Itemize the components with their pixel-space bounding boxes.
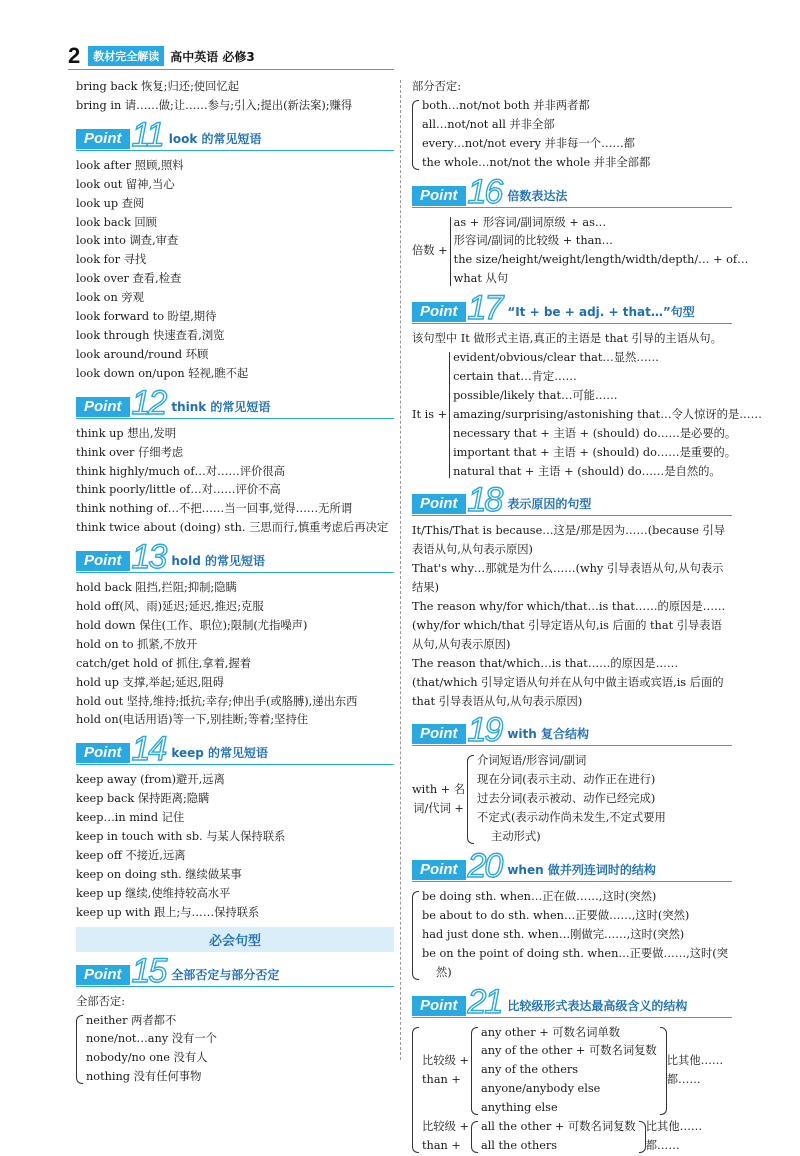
point-number: 19: [467, 711, 502, 750]
point-number: 14: [131, 730, 166, 769]
list-item: both…not/not both 并非两者都: [422, 98, 590, 112]
list-item: any of the other + 可数名词复数: [480, 1044, 657, 1058]
point-title: when 做并列连词时的结构: [507, 863, 656, 877]
brace-label: [422, 1024, 471, 1119]
list-item: be on the point of doing sth. when…正要做……,这时(突: [422, 946, 729, 960]
list-item: none/not…any 没有一个: [86, 1032, 217, 1046]
brace-label: [422, 1118, 471, 1156]
outer-brace-group: [412, 1024, 732, 1156]
point-badge: Point: [412, 494, 466, 514]
list-item: think nothing of…不把……当一回事,觉得……无所谓: [76, 502, 353, 516]
list-item: hold out 坚持,维持;抵抗;幸存;伸出手(或胳膊),递出东西: [76, 694, 358, 708]
paragraph: That's why…那就是为什么……(why 引导表语从句,从句表示结果): [412, 562, 724, 595]
paragraph: The reason why/for which/that…is that……的原因是……(why/for which/that 引导定语从句,is 后面的 that 引导表语从句,从句表示原因): [412, 600, 726, 651]
left-brace: [412, 891, 419, 980]
text-line: bring back 恢复;归还;使回忆起: [76, 80, 240, 93]
list-item: look over 查看,检查: [76, 272, 182, 286]
point-number: 15: [131, 951, 166, 990]
list-item: hold down 保住(工作、职位);限制(尤指噪声): [76, 618, 308, 632]
list-item: as + 形容词/副词原级 + as…: [453, 215, 607, 229]
point-badge: Point: [76, 397, 130, 417]
point-number: 17: [467, 289, 502, 328]
list-item: think twice about (doing) sth. 三思而行,慎重考虑后再决定: [76, 521, 389, 535]
list-item: all the other + 可数名词复数: [480, 1120, 636, 1134]
left-brace: [412, 100, 419, 170]
point-12-list: [76, 425, 394, 538]
list-item: anything else: [480, 1101, 558, 1115]
list-item: 主动形式): [491, 830, 541, 844]
page-number: 2: [68, 43, 81, 68]
left-brace: [471, 1121, 478, 1153]
point-title: 比较级形式表达最高级含义的结构: [507, 998, 688, 1013]
list-item: keep back 保持距离;隐瞒: [76, 792, 210, 806]
point-title: 表示原因的句型: [507, 497, 592, 512]
list-item: keep on doing sth. 继续做某事: [76, 867, 242, 881]
point-18-paragraphs: [412, 522, 732, 711]
point-number: 12: [131, 383, 166, 422]
list-item: the whole…not/not the whole 并非全部都: [422, 155, 651, 169]
prefix-line: with + 名: [412, 782, 466, 796]
list-item: look around/round 环顾: [76, 347, 209, 361]
suffix-line: 比其他……: [666, 1053, 724, 1067]
brace-suffix: [646, 1118, 705, 1156]
left-brace: [471, 1027, 478, 1116]
list-item: 形容词/副词的比较级 + than…: [453, 234, 613, 248]
list-item: look out 留神,当心: [76, 177, 175, 191]
point-14-heading: [76, 730, 394, 769]
prefix-line: than +: [422, 1138, 461, 1152]
list-item: possible/likely that…可能……: [453, 388, 618, 402]
list-item: keep up with 跟上;与……保持联系: [76, 905, 260, 919]
list-item: certain that…肯定……: [453, 369, 577, 383]
left-brace: [450, 217, 451, 287]
list-item: any other + 可数名词单数: [480, 1025, 621, 1039]
point-number: 11: [131, 115, 163, 154]
point-badge: Point: [76, 965, 130, 985]
list-item: look back 回顾: [76, 215, 157, 229]
list-item: keep off 不接近,远离: [76, 849, 186, 862]
brace-items: [422, 1024, 725, 1156]
list-item: keep…in mind 记住: [76, 811, 185, 825]
list-item: necessary that + 主语 + (should) do……是必要的。: [453, 426, 737, 440]
point-21-heading: [412, 982, 732, 1021]
paragraph: The reason that/which…is that……的原因是……(that/which 引导定语从句并在从句中做主语或宾语,is 后面的 that 引导表语从句,从句表示原因): [412, 656, 724, 708]
brace-group: [76, 1012, 394, 1088]
brace-group: [412, 752, 732, 847]
list-item: be doing sth. when…正在做……,这时(突然): [422, 890, 657, 903]
point-number: 13: [131, 538, 166, 577]
brace-items: [453, 349, 762, 481]
brace-group: [422, 1024, 725, 1119]
point-title: look 的常见短语: [168, 131, 262, 146]
list-item: think highly/much of…对……评价很高: [76, 464, 285, 478]
list-item: 不定式(表示动作尚未发生,不定式要用: [477, 811, 666, 825]
list-item: had just done sth. when…刚做完……,这时(突然): [422, 927, 685, 941]
point-title: “It + be + adj. + that…”句型: [507, 305, 695, 320]
header-rule: [68, 69, 394, 70]
list-item: keep in touch with sb. 与某人保持联系: [76, 830, 286, 844]
section-heading: 必会句型: [76, 927, 394, 952]
point-13-heading: [76, 538, 394, 577]
left-brace: [412, 1027, 419, 1153]
point-badge: Point: [76, 129, 130, 149]
point-18-heading: [412, 481, 732, 520]
paragraph: It/This/That is because…这是/那是因为……(because 引导表语从句,从句表示原因): [412, 524, 726, 557]
point-badge: Point: [412, 860, 466, 880]
list-item: be about to do sth. when…正要做……,这时(突然): [422, 908, 690, 922]
list-item: look after 照顾,照料: [76, 158, 184, 172]
page-header: [68, 44, 255, 68]
point-badge: Point: [412, 996, 466, 1016]
list-item: hold on to 抓紧,不放开: [76, 637, 198, 651]
brace-group: [412, 214, 749, 290]
list-item: look forward to 盼望,期待: [76, 310, 217, 324]
subheading: 部分否定:: [412, 80, 461, 93]
list-item: look up 查阅: [76, 196, 145, 210]
brace-group: [412, 888, 732, 983]
brace-items: [422, 888, 728, 983]
point-badge: Point: [76, 551, 130, 571]
point-title: 全部否定与部分否定: [171, 967, 280, 982]
point-12-heading: [76, 383, 394, 422]
point-number: 20: [467, 847, 502, 885]
point-badge: Point: [412, 302, 466, 322]
list-item: any of the others: [480, 1063, 579, 1077]
list-item: catch/get hold of 抓住,拿着,握着: [76, 656, 252, 670]
list-item: hold off(风、雨)延迟;延迟,推迟;克服: [76, 600, 264, 614]
point-14-list: [76, 771, 394, 922]
brace-group: [412, 97, 732, 173]
left-brace: [449, 352, 450, 478]
list-item: hold back 阻挡,拦阻;抑制;隐瞒: [76, 581, 237, 595]
list-item: look on 旁观: [76, 291, 144, 305]
list-item: keep away (from)避开,远离: [76, 773, 225, 787]
brace-group: [422, 1118, 725, 1156]
list-item: all…not/not all 并非全部: [422, 117, 555, 131]
prefix-line: than +: [422, 1072, 461, 1086]
point-title: with 复合结构: [507, 727, 589, 742]
brace-group: [412, 349, 762, 481]
list-item: neither 两者都不: [86, 1013, 177, 1027]
list-item: hold up 支撑,举起;延迟,阻碍: [76, 675, 224, 689]
point-title: think 的常见短语: [171, 399, 271, 414]
list-item: natural that + 主语 + (should) do……是自然的。: [453, 464, 721, 478]
point-11-heading: [76, 115, 394, 154]
point-17-heading: [412, 289, 732, 328]
list-item: amazing/surprising/astonishing that…令人惊讶的是……: [453, 407, 762, 421]
list-item: the size/height/weight/length/width/depth/… + of…: [453, 253, 749, 267]
brace-suffix: [667, 1024, 726, 1119]
point-number: 16: [467, 172, 502, 211]
list-item: hold on(电话用语)等一下,别挂断;等着;坚持住: [76, 713, 309, 727]
point-title: hold 的常见短语: [171, 554, 265, 569]
subheading: 全部否定:: [76, 994, 125, 1008]
point-title: keep 的常见短语: [171, 746, 269, 761]
list-item: 介词短语/形容词/副词: [477, 754, 587, 768]
right-brace: [660, 1027, 667, 1116]
brace-items: [481, 1118, 636, 1156]
brace-items: [422, 97, 650, 173]
list-item: important that + 主语 + (should) do……是重要的。: [453, 445, 736, 459]
list-item: 过去分词(表示被动、动作已经完成): [477, 792, 656, 806]
left-column: [76, 78, 394, 1087]
brace-items: [454, 214, 749, 290]
intro-text: 该句型中 It 做形式主语,真正的主语是 that 引导的主语从句。: [412, 332, 722, 346]
point-13-list: [76, 579, 394, 730]
point-title: 倍数表达法: [507, 188, 568, 203]
header-tag: 教材完全解读: [88, 46, 164, 66]
header-title: 高中英语 必修3: [170, 49, 255, 64]
brace-label: [412, 752, 467, 847]
brace-items: [481, 1024, 657, 1119]
list-item: every…not/not every 并非每一个……都: [422, 136, 635, 150]
list-item: nothing 没有任何事物: [86, 1070, 202, 1084]
point-badge: Point: [76, 743, 130, 763]
point-number: 18: [467, 481, 502, 520]
point-15-heading: [76, 951, 394, 990]
list-item: think up 想出,发明: [76, 426, 177, 440]
list-item: evident/obvious/clear that…显然……: [453, 351, 659, 365]
left-brace: [467, 755, 474, 844]
list-item: keep up 继续,使维持较高水平: [76, 886, 231, 900]
list-item: what 从句: [453, 272, 509, 286]
list-item: look down on/upon 轻视,瞧不起: [76, 366, 249, 380]
brace-items: [477, 752, 666, 847]
point-19-heading: [412, 711, 732, 750]
list-item: 现在分词(表示主动、动作正在进行): [477, 773, 656, 787]
right-column: [412, 78, 762, 1156]
prefix-line: 词/代词 +: [413, 801, 464, 815]
list-item: anyone/anybody else: [480, 1082, 601, 1096]
column-divider: [400, 80, 401, 1060]
suffix-line: 都……: [645, 1138, 680, 1152]
brace-label: 倍数 +: [412, 243, 448, 257]
brace-label: It is +: [412, 407, 448, 421]
point-number: 21: [467, 982, 502, 1021]
list-item: nobody/no one 没有人: [86, 1051, 208, 1065]
list-item: 然): [436, 965, 452, 979]
brace-items: [86, 1012, 217, 1088]
list-item: all the others: [480, 1138, 558, 1152]
list-item: look into 调查,审查: [76, 234, 179, 248]
text-line: bring in 请……做;让……参与;引入;提出(新法案);赚得: [76, 98, 353, 112]
point-11-list: [76, 157, 394, 384]
suffix-line: 比其他……: [645, 1120, 703, 1134]
point-20-heading: [412, 847, 732, 885]
left-brace: [76, 1015, 83, 1085]
list-item: look for 寻找: [76, 253, 147, 267]
right-brace: [639, 1121, 646, 1153]
prefix-line: 比较级 +: [422, 1120, 469, 1134]
point-badge: Point: [412, 186, 466, 206]
list-item: look through 快速查看,浏览: [76, 328, 225, 342]
list-item: think poorly/little of…对……评价不高: [76, 483, 281, 497]
prefix-line: 比较级 +: [422, 1053, 469, 1067]
suffix-line: 都……: [666, 1072, 701, 1086]
point-16-heading: [412, 172, 732, 211]
list-item: think over 仔细考虑: [76, 445, 184, 459]
point-badge: Point: [412, 724, 466, 744]
